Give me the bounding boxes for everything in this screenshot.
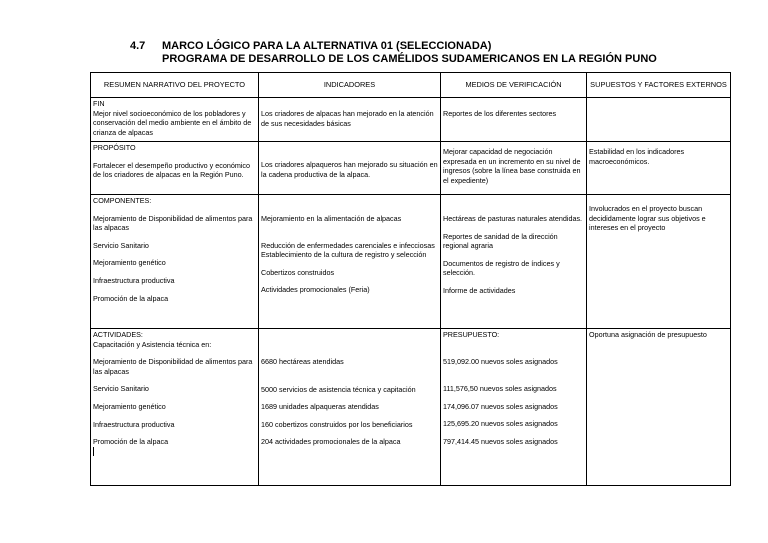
proposito-supuesto: Estabilidad en los indicadores macroeconómicos. bbox=[589, 147, 685, 166]
presupuesto-label: PRESUPUESTO: bbox=[443, 330, 500, 339]
col-header-indicadores: INDICADORES bbox=[259, 73, 441, 98]
componentes-label: COMPONENTES: bbox=[93, 196, 152, 205]
componentes-indicador-cell bbox=[259, 195, 441, 329]
componente-item: Servicio Sanitario bbox=[93, 240, 149, 250]
logical-framework-table bbox=[90, 72, 731, 486]
presupuesto-value: 519,092.00 nuevos soles asignados bbox=[443, 356, 558, 366]
section-number: 4.7 bbox=[130, 40, 146, 52]
componente-item: Mejoramiento de Disponibilidad de alimentos para las alpacas bbox=[93, 213, 253, 233]
componente-indicador: Reducción de enfermedades carenciales e infecciosas bbox=[261, 240, 435, 250]
componente-indicador: Mejoramiento en la alimentación de alpacas bbox=[261, 214, 402, 223]
actividad-item: Promoción de la alpaca bbox=[93, 437, 169, 447]
actividades-supuesto-cell bbox=[587, 329, 731, 486]
section-title: MARCO LÓGICO PARA LA ALTERNATIVA 01 (SELECCIONADA) bbox=[162, 40, 492, 52]
componentes-resumen-cell bbox=[91, 195, 259, 329]
fin-medio-cell bbox=[441, 98, 587, 142]
col-header-resumen: RESUMEN NARRATIVO DEL PROYECTO bbox=[91, 73, 259, 98]
proposito-indicador-cell bbox=[259, 142, 441, 195]
row-fin bbox=[91, 98, 731, 142]
fin-indicador: Los criadores de alpacas han mejorado en la atención de sus necesidades básicas bbox=[261, 109, 434, 128]
componente-indicador: Actividades promocionales (Feria) bbox=[261, 285, 370, 295]
proposito-resumen: Fortalecer el desempeño productivo y económico de los criadores de alpacas en la Región Puno. bbox=[93, 160, 251, 180]
fin-medio: Reportes de los diferentes sectores bbox=[443, 109, 557, 118]
fin-indicador-cell bbox=[259, 98, 441, 142]
proposito-label: PROPÓSITO bbox=[93, 143, 136, 152]
text-cursor bbox=[93, 447, 94, 456]
presupuesto-value: 797,414.45 nuevos soles asignados bbox=[443, 436, 558, 446]
fin-supuesto-cell bbox=[587, 98, 731, 142]
actividad-indicador: 160 cobertizos construidos por los beneficiarios bbox=[261, 419, 413, 429]
proposito-supuesto-cell bbox=[587, 142, 731, 195]
col-header-medios: MEDIOS DE VERIFICACIÓN bbox=[441, 73, 587, 98]
actividad-indicador: 1689 unidades alpaqueras atendidas bbox=[261, 402, 379, 412]
actividad-item: Infraestructura productiva bbox=[93, 419, 175, 429]
componente-medio: Informe de actividades bbox=[443, 285, 516, 295]
actividades-presupuesto-cell bbox=[441, 329, 587, 486]
proposito-resumen-cell bbox=[91, 142, 259, 195]
header-row bbox=[91, 73, 731, 98]
actividad-indicador: 204 actividades promocionales de la alpaca bbox=[261, 437, 401, 447]
componentes-medio-cell bbox=[441, 195, 587, 329]
row-actividades bbox=[91, 329, 731, 486]
fin-resumen-cell bbox=[91, 98, 259, 142]
actividad-item: Mejoramiento de Disponibilidad de alimentos para las alpacas bbox=[93, 357, 253, 376]
actividad-indicador: 6680 hectáreas atendidas bbox=[261, 357, 344, 366]
row-proposito bbox=[91, 142, 731, 195]
componente-item: Mejoramiento genético bbox=[93, 258, 166, 268]
proposito-medio: Mejorar capacidad de negociación expresada en un incremento en su nivel de ingresos (sobre la línea base construida en el expediente) bbox=[443, 147, 581, 185]
componente-item: Promoción de la alpaca bbox=[93, 293, 169, 303]
actividad-item: Mejoramiento genético bbox=[93, 401, 166, 411]
actividades-supuesto: Oportuna asignación de presupuesto bbox=[589, 330, 707, 339]
componente-item: Infraestructura productiva bbox=[93, 275, 175, 285]
componente-medio: Hectáreas de pasturas naturales atendidas. bbox=[443, 214, 583, 223]
presupuesto-value: 125,695.20 nuevos soles asignados bbox=[443, 419, 558, 429]
proposito-indicador: Los criadores alpaqueros han mejorado su situación en la cadena productiva de la alpaca. bbox=[261, 160, 438, 179]
actividades-resumen-cell bbox=[91, 329, 259, 486]
componente-indicador: Establecimiento de la cultura de registro y selección bbox=[261, 250, 427, 260]
componentes-supuesto-cell bbox=[587, 195, 731, 329]
actividad-indicador: 5000 servicios de asistencia técnica y capitación bbox=[261, 384, 416, 394]
actividades-label: ACTIVIDADES: bbox=[93, 330, 143, 339]
section-subtitle: PROGRAMA DE DESARROLLO DE LOS CAMÉLIDOS SUDAMERICANOS EN LA REGIÓN PUNO bbox=[162, 53, 657, 65]
componente-indicador: Cobertizos construidos bbox=[261, 267, 335, 277]
componente-medio: Documentos de registro de índices y selección. bbox=[443, 258, 560, 278]
presupuesto-value: 174,096.07 nuevos soles asignados bbox=[443, 401, 558, 411]
actividad-item: Servicio Sanitario bbox=[93, 384, 149, 394]
componentes-supuesto: Involucrados en el proyecto buscan decididamente lograr sus objetivos e intereses en el proyecto bbox=[589, 204, 706, 233]
presupuesto-value: 111,576,50 nuevos soles asignados bbox=[443, 384, 557, 394]
proposito-medio-cell bbox=[441, 142, 587, 195]
actividades-sublabel: Capacitación y Asistencia técnica en: bbox=[93, 339, 212, 349]
componente-medio: Reportes de sanidad de la dirección regional agraria bbox=[443, 231, 558, 251]
row-componentes bbox=[91, 195, 731, 329]
actividades-indicador-cell bbox=[259, 329, 441, 486]
col-header-supuestos: SUPUESTOS Y FACTORES EXTERNOS bbox=[587, 73, 731, 98]
fin-label: FIN bbox=[93, 99, 105, 108]
fin-resumen: Mejor nivel socioeconómico de los pobladores y conservación del medio ambiente en el ámbito de crianza de alpacas bbox=[93, 108, 252, 137]
